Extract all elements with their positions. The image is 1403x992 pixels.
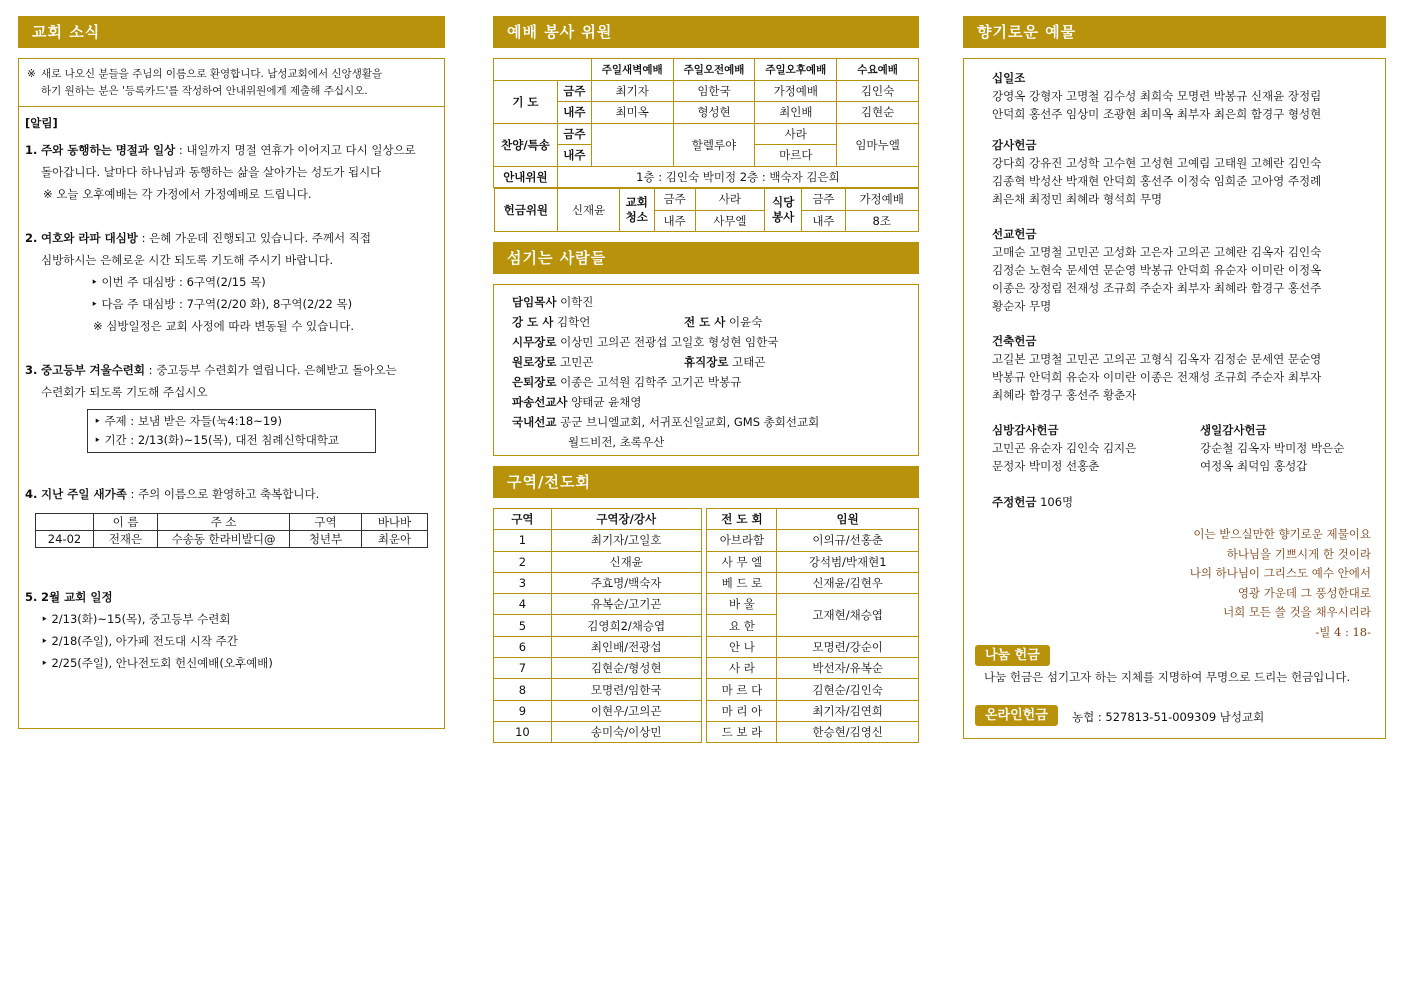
news-item-2 xyxy=(25,227,438,337)
table-row xyxy=(494,721,919,742)
thanks-group xyxy=(992,136,1321,208)
table-row xyxy=(494,123,919,145)
alert-label: [알림] xyxy=(25,116,58,130)
role-label: 강 도 사 xyxy=(512,315,554,329)
sharing-offering-text: 나눔 헌금은 섬기고자 하는 지체를 지명하여 무명으로 드리는 헌금입니다. xyxy=(984,670,1351,684)
welcome-line-2: 하기 원하는 분은 '등록카드'를 작성하여 안내위원에게 제출해 주십시오. xyxy=(41,85,368,97)
next-week-label: 내주 xyxy=(802,210,846,232)
table-cell: 가정예배 xyxy=(755,80,837,102)
verse-line: 영광 가운데 그 풍성한대로 xyxy=(1237,585,1371,600)
servant-row xyxy=(512,372,918,392)
table-row xyxy=(494,658,919,679)
visit-thanks-group xyxy=(992,421,1136,475)
verse-line: 이는 받으실만한 향기로운 제물이요 xyxy=(1193,527,1371,541)
table-cell: 박선자/유복순 xyxy=(777,658,919,679)
role-label: 전 도 사 xyxy=(684,315,726,329)
table-cell: 전재은 xyxy=(94,531,158,548)
next-week-label: 내주 xyxy=(654,210,695,232)
table-header-row xyxy=(494,59,919,81)
table-row xyxy=(494,530,919,551)
item-title: 중고등부 겨울수련회 xyxy=(41,363,146,377)
offering-names: 최은채 최정민 최혜라 형석희 무명 xyxy=(992,192,1163,206)
verse-line: 하나님을 기쁘시게 한 것이라 xyxy=(1226,546,1371,561)
table-row xyxy=(494,551,919,572)
verse-line: 나의 하나님이 그리스도 예수 안에서 xyxy=(1189,566,1371,580)
table-cell: 가정예배 xyxy=(845,189,918,211)
offerings-section xyxy=(963,16,1386,739)
table-cell: 6 xyxy=(494,636,552,657)
offering-names: 최혜라 함경구 홍선주 황춘자 xyxy=(992,388,1137,402)
church-news-section xyxy=(18,16,445,729)
worship-table xyxy=(493,58,919,232)
weekly-group xyxy=(992,493,1073,511)
table-cell: 청년부 xyxy=(290,531,362,548)
table-cell: 드 보 라 xyxy=(707,721,777,742)
table-cell: 8조 xyxy=(845,210,918,232)
servant-row xyxy=(512,352,918,372)
worship-section xyxy=(493,16,919,743)
role-names: 양태균 윤채영 xyxy=(571,395,642,409)
offerings-header: 향기로운 예물 xyxy=(963,16,1386,48)
item-number: 1. xyxy=(25,143,38,157)
table-cell: 김현순/김인숙 xyxy=(777,679,919,700)
this-week-label: 금주 xyxy=(557,80,591,102)
table-cell: 4 xyxy=(494,594,552,615)
table-row xyxy=(494,636,919,657)
item-note: ※ 오늘 오후예배는 각 가정에서 가정예배로 드립니다. xyxy=(43,187,312,201)
offering-title: 십일조 xyxy=(992,71,1026,85)
this-week-label: 금주 xyxy=(557,123,591,145)
role-names: 김학언 xyxy=(557,315,591,329)
table-cell: 임한국 xyxy=(673,80,755,102)
table-header-row xyxy=(494,509,919,530)
table-header: 바나바 xyxy=(362,514,428,531)
visit-next-week: ‣ 다음 주 대심방 : 7구역(2/20 화), 8구역(2/22 목) xyxy=(91,297,353,311)
item-number: 3. xyxy=(25,363,38,377)
this-week-label: 금주 xyxy=(654,189,695,211)
table-cell: 할렐루야 xyxy=(673,123,755,166)
table-header: 수요예배 xyxy=(837,59,919,81)
servant-row xyxy=(512,312,918,332)
table-row xyxy=(494,679,919,700)
welcome-notice xyxy=(19,59,444,107)
table-cell: 베 드 로 xyxy=(707,572,777,593)
table-cell: 5 xyxy=(494,615,552,636)
offering-title: 선교헌금 xyxy=(992,227,1037,241)
table-cell: 형성현 xyxy=(673,102,755,124)
table-cell: 모명련/강순이 xyxy=(777,636,919,657)
item-title: 주와 동행하는 명절과 일상 xyxy=(41,143,176,157)
table-row xyxy=(36,531,428,548)
table-header: 임원 xyxy=(777,509,919,530)
sharing-offering-tag: 나눔 헌금 xyxy=(975,645,1050,666)
table-cell: 마 르 다 xyxy=(707,679,777,700)
table-cell: 신재윤/김현우 xyxy=(777,572,919,593)
offering-names: 이종은 장정림 전재성 조규희 주순자 최부자 최혜라 함경구 홍선주 xyxy=(992,281,1322,295)
retreat-period: ‣ 기간 : 2/13(화)~15(목), 대전 침례신학대학교 xyxy=(94,433,340,447)
table-cell: 사라 xyxy=(755,123,837,145)
cleaning-label: 교회 청소 xyxy=(619,189,654,232)
welcome-line-1: 새로 나오신 분들을 주님의 이름으로 환영합니다. 남성교회에서 신앙생활을 xyxy=(41,68,383,80)
verse-line: 너희 모든 쓸 것을 채우시리라 xyxy=(1223,605,1371,619)
table-cell: 신재윤 xyxy=(551,551,701,572)
item-title: 여호와 라파 대심방 xyxy=(41,231,138,245)
servant-row xyxy=(512,292,918,312)
table-cell: 송미숙/이상민 xyxy=(551,721,701,742)
table-cell: 최인배/전광섭 xyxy=(551,636,701,657)
new-family-table xyxy=(35,513,428,548)
worship-header: 예배 봉사 위원 xyxy=(493,16,919,48)
offering-title: 건축헌금 xyxy=(992,334,1037,348)
offering-names: 강순철 김옥자 박미정 박은순 xyxy=(1200,441,1345,455)
role-label: 국내선교 xyxy=(512,415,557,429)
table-cell: 마르다 xyxy=(755,145,837,167)
table-cell: 8 xyxy=(494,679,552,700)
retreat-theme: ‣ 주제 : 보냄 받은 자들(눅4:18~19) xyxy=(94,414,282,428)
table-cell: 유복순/고기곤 xyxy=(551,594,701,615)
item-text: : 중고등부 수련회가 열립니다. 은혜받고 돌아오는 xyxy=(145,363,397,377)
offering-names: 박봉규 안덕희 유순자 이미란 이종은 전재성 조규희 주순자 최부자 xyxy=(992,370,1322,384)
offering-names: 문정자 박미정 선홍춘 xyxy=(992,459,1100,473)
role-names: 공군 브니엘교회, 서귀포신일교회, GMS 총회선교회 xyxy=(560,415,820,429)
item-text: 수련회가 되도록 기도해 주십시오 xyxy=(41,385,208,399)
table-cell: 사무엘 xyxy=(695,210,765,232)
table-cell: 강석범/박재현1 xyxy=(777,551,919,572)
offering-names: 김정순 노현숙 문세연 문순영 박봉규 안덕희 유순자 이미란 이정옥 xyxy=(992,263,1322,277)
retreat-info-box xyxy=(87,409,376,453)
table-cell: 최기자/고일호 xyxy=(551,530,701,551)
offering-names: 고민곤 유순자 김인숙 김지은 xyxy=(992,441,1137,455)
item-text: : 주의 이름으로 환영하고 축복합니다. xyxy=(126,487,320,501)
table-cell: 김현순 xyxy=(837,102,919,124)
table-header: 이 름 xyxy=(94,514,158,531)
table-cell: 사 무 엘 xyxy=(707,551,777,572)
offerings-box xyxy=(963,58,1386,739)
role-label: 은퇴장로 xyxy=(512,375,557,389)
table-header: 주 소 xyxy=(158,514,290,531)
online-offering-tag: 온라인헌금 xyxy=(975,705,1058,726)
table-cell: 신재윤 xyxy=(558,189,620,232)
table-cell: 2 xyxy=(494,551,552,572)
table-cell: 9 xyxy=(494,700,552,721)
building-group xyxy=(992,332,1321,404)
visit-this-week: ‣ 이번 주 대심방 : 6구역(2/15 목) xyxy=(91,275,266,289)
role-names: 월드비전, 초록우산 xyxy=(568,435,665,449)
reference-mark: ※ xyxy=(27,68,36,80)
table-cell: 이현우/고의곤 xyxy=(551,700,701,721)
news-item-3 xyxy=(25,359,438,453)
table-cell: 3 xyxy=(494,572,552,593)
item-text: : 내일까지 명절 연휴가 이어지고 다시 일상으로 xyxy=(175,143,416,157)
role-names: 고민곤 xyxy=(560,355,594,369)
schedule-event: ‣ 2/18(주일), 아가페 전도대 시작 주간 xyxy=(41,634,238,648)
table-row xyxy=(494,166,919,188)
servant-row xyxy=(512,332,918,352)
role-label: 휴직장로 xyxy=(684,355,729,369)
table-cell: 주효명/백숙자 xyxy=(551,572,701,593)
table-header: 구역 xyxy=(494,509,552,530)
mission-group xyxy=(992,225,1321,315)
table-row xyxy=(494,188,919,233)
offering-names: 여정옥 최덕임 홍성갑 xyxy=(1200,459,1308,473)
item-number: 2. xyxy=(25,231,38,245)
role-names: 이학진 xyxy=(560,295,594,309)
offering-names: 강다희 강유진 고성학 고수현 고성현 고예림 고태원 고혜란 김인숙 xyxy=(992,156,1322,170)
table-header xyxy=(36,514,94,531)
offering-names: 고길본 고명철 고민곤 고의곤 고형식 김옥자 김정순 문세연 문순영 xyxy=(992,352,1322,366)
prayer-label: 기 도 xyxy=(494,80,558,123)
table-header: 주일새벽예배 xyxy=(591,59,673,81)
table-row xyxy=(494,102,919,124)
item-title: 2월 교회 일정 xyxy=(41,590,113,604)
scripture-verse xyxy=(1190,525,1371,642)
servants-box xyxy=(493,284,919,456)
weekly-count: 106명 xyxy=(1036,495,1074,509)
schedule-event: ‣ 2/25(주일), 안나전도회 헌신예배(오후예배) xyxy=(41,656,273,670)
role-label: 담임목사 xyxy=(512,295,557,309)
table-cell: 1 xyxy=(494,530,552,551)
table-cell: 최미옥 xyxy=(591,102,673,124)
table-cell: 최기자/김연희 xyxy=(777,700,919,721)
table-header: 전 도 회 xyxy=(707,509,777,530)
servant-row xyxy=(512,412,918,432)
item-title: 지난 주일 새가족 xyxy=(41,487,127,501)
table-cell: 김인숙 xyxy=(837,80,919,102)
offering-names: 강영옥 강형자 고명철 김수성 최희숙 모명련 박봉규 신재윤 장정림 xyxy=(992,89,1322,103)
table-cell: 사 라 xyxy=(707,658,777,679)
districts-table xyxy=(493,508,919,743)
news-item-4 xyxy=(25,483,438,548)
role-label: 시무장로 xyxy=(512,335,557,349)
table-cell: 사라 xyxy=(695,189,765,211)
role-names: 고태곤 xyxy=(732,355,766,369)
table-header: 주일오전예배 xyxy=(673,59,755,81)
offering-title: 감사헌금 xyxy=(992,138,1037,152)
offering-names: 황순자 무명 xyxy=(992,299,1052,313)
offering-names: 안덕희 홍선주 임상미 조광현 최미옥 최부자 최은희 함경구 형성현 xyxy=(992,107,1322,121)
birthday-thanks-group xyxy=(1200,421,1344,475)
schedule-event: ‣ 2/13(화)~15(목), 중고등부 수련회 xyxy=(41,612,231,626)
table-cell: 24-02 xyxy=(36,531,94,548)
table-cell: 이의규/선홍춘 xyxy=(777,530,919,551)
table-cell: 마 리 아 xyxy=(707,700,777,721)
table-row xyxy=(494,700,919,721)
table-cell: 최인배 xyxy=(755,102,837,124)
role-label: 파송선교사 xyxy=(512,395,568,409)
table-header-row xyxy=(36,514,428,531)
districts-header: 구역/전도회 xyxy=(493,466,919,498)
news-item-1 xyxy=(25,139,438,205)
role-names: 이윤숙 xyxy=(729,315,763,329)
item-number: 5. xyxy=(25,590,38,604)
item-number: 4. xyxy=(25,487,38,501)
servant-row xyxy=(512,392,918,412)
role-names: 이상민 고의곤 전광섭 고일호 형성현 임한국 xyxy=(560,335,779,349)
this-week-label: 금주 xyxy=(802,189,846,211)
table-row xyxy=(494,572,919,593)
offering-label: 헌금위원 xyxy=(494,189,558,232)
offering-names: 김종혁 박성산 박재현 안덕희 홍선주 이정숙 임희준 고아영 주정례 xyxy=(992,174,1322,188)
role-names: 이종은 고석원 김학주 고기곤 박봉규 xyxy=(560,375,742,389)
table-cell: 10 xyxy=(494,721,552,742)
church-news-header: 교회 소식 xyxy=(18,16,445,48)
table-cell: 수송동 한라비발디@ xyxy=(158,531,290,548)
table-cell: 요 한 xyxy=(707,615,777,636)
table-cell: 고재현/채승엽 xyxy=(777,594,919,637)
table-cell: 임마누엘 xyxy=(837,123,919,166)
table-row xyxy=(494,594,919,615)
offering-names: 고매순 고명철 고민곤 고성화 고은자 고의곤 고혜란 김옥자 김인숙 xyxy=(992,245,1322,259)
item-text: 돌아갑니다. 날마다 하나님과 동행하는 삶을 살아가는 성도가 됩시다 xyxy=(41,165,382,179)
servants-header: 섬기는 사람들 xyxy=(493,242,919,274)
tithe-group xyxy=(992,69,1321,123)
table-cell: 바 울 xyxy=(707,594,777,615)
item-text: : 은혜 가운데 진행되고 있습니다. 주께서 직접 xyxy=(137,231,372,245)
offering-title: 심방감사헌금 xyxy=(992,423,1059,437)
verse-reference: -빌 4 : 18- xyxy=(1315,624,1371,639)
offering-title: 생일감사헌금 xyxy=(1200,423,1267,437)
role-label: 원로장로 xyxy=(512,355,557,369)
item-text: 심방하시는 은혜로운 시간 되도록 기도해 주시기 바랍니다. xyxy=(41,253,334,267)
table-cell: 모명련/임한국 xyxy=(551,679,701,700)
news-item-5 xyxy=(25,586,438,674)
table-cell: 1층 : 김인숙 박미정 2층 : 백숙자 김은희 xyxy=(557,166,918,188)
online-offering-account: 농협 : 527813-51-009309 남성교회 xyxy=(1072,710,1265,724)
visit-note: ※ 심방일정은 교회 사정에 따라 변동될 수 있습니다. xyxy=(93,319,355,333)
praise-label: 찬양/특송 xyxy=(494,123,558,166)
table-header: 구역장/강사 xyxy=(551,509,701,530)
table-header: 구역 xyxy=(290,514,362,531)
table-cell: 최운아 xyxy=(362,531,428,548)
table-row xyxy=(494,80,919,102)
table-cell: 김현순/형성현 xyxy=(551,658,701,679)
kitchen-label: 식당 봉사 xyxy=(765,189,802,232)
table-cell: 한승현/김영신 xyxy=(777,721,919,742)
table-cell: 최기자 xyxy=(591,80,673,102)
guide-label: 안내위원 xyxy=(494,166,558,188)
next-week-label: 내주 xyxy=(557,145,591,167)
table-cell: 김영희2/채승엽 xyxy=(551,615,701,636)
church-news-box xyxy=(18,58,445,729)
table-header: 주일오후예배 xyxy=(755,59,837,81)
table-cell: 안 나 xyxy=(707,636,777,657)
next-week-label: 내주 xyxy=(557,102,591,124)
offering-title: 주정헌금 xyxy=(992,495,1037,509)
table-cell: 아브라함 xyxy=(707,530,777,551)
table-cell: 7 xyxy=(494,658,552,679)
